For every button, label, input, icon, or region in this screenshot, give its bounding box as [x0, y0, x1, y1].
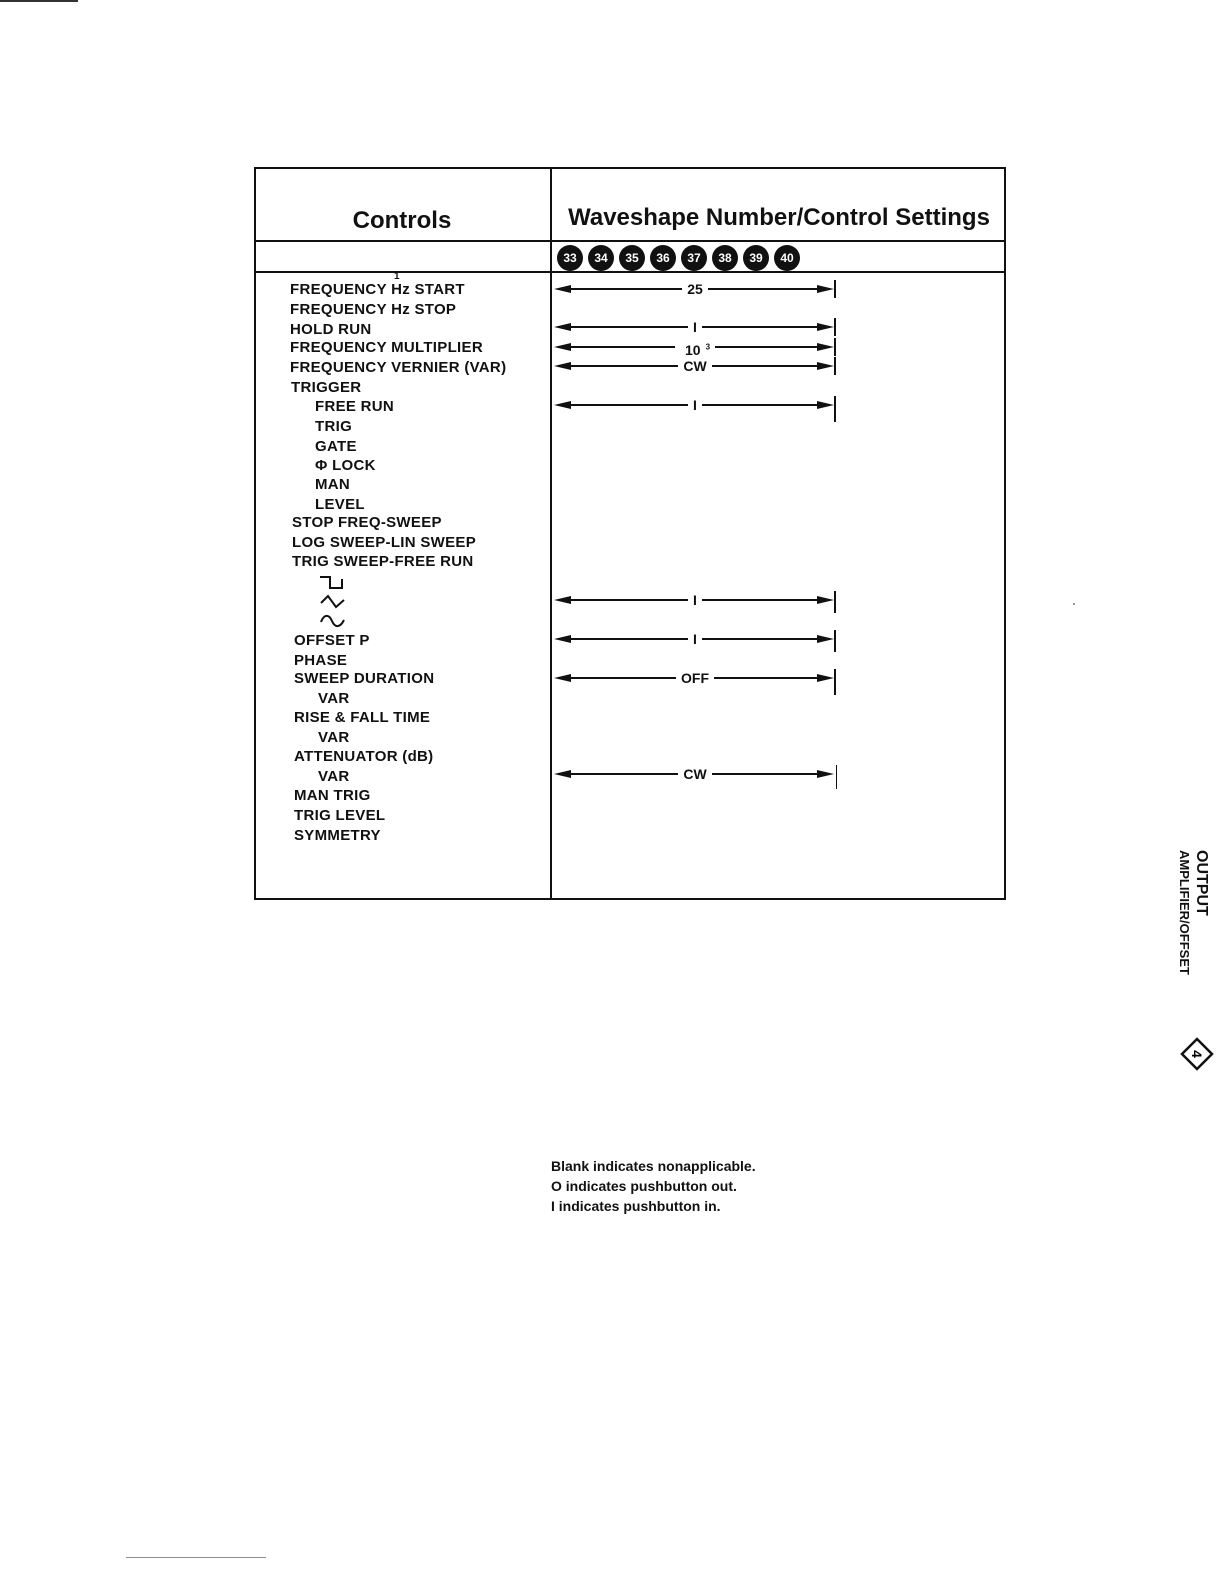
control-offset: OFFSET P — [294, 632, 370, 649]
waveshape-number-34: 34 — [588, 245, 614, 271]
setting-frequency-vernier — [553, 357, 837, 375]
setting-hold-run — [553, 318, 837, 336]
setting-offset-value: I — [688, 631, 702, 647]
control-man-trig: MAN TRIG — [294, 787, 371, 804]
control-attenuator: ATTENUATOR (dB) — [294, 748, 434, 765]
section-side-tab — [1176, 850, 1210, 1010]
control-level: LEVEL — [315, 496, 365, 513]
side-tab-line-1: OUTPUT — [1193, 850, 1210, 916]
setting-attenuator-var-value: CW — [678, 766, 711, 782]
square-wave-icon — [318, 573, 350, 591]
controls-header: Controls — [352, 207, 452, 234]
waveshape-number-36: 36 — [650, 245, 676, 271]
number-row-divider — [254, 271, 1006, 273]
frequency-superscript: 1 — [394, 271, 400, 282]
waveshape-number-33: 33 — [557, 245, 583, 271]
section-badge-icon — [1180, 1037, 1214, 1071]
waveshape-number-38: 38 — [712, 245, 738, 271]
column-divider — [550, 167, 552, 900]
control-rise-fall-time: RISE & FALL TIME — [294, 709, 431, 726]
control-sweep-duration-var: VAR — [318, 690, 350, 707]
setting-frequency-start-value: 25 — [682, 281, 708, 297]
control-trig-level: TRIG LEVEL — [294, 807, 386, 824]
legend-blank: Blank indicates nonapplicable. — [551, 1158, 756, 1174]
control-phase-lock: Φ LOCK — [315, 457, 376, 474]
setting-multiplier-exponent: 3 — [705, 342, 711, 351]
setting-free-run-value: I — [688, 397, 702, 413]
speck — [1073, 603, 1075, 605]
control-trigger: TRIGGER — [291, 379, 362, 396]
setting-sweep-duration — [553, 669, 837, 687]
waveshape-number-35: 35 — [619, 245, 645, 271]
control-trig-sweep-free-run: TRIG SWEEP-FREE RUN — [292, 553, 474, 570]
setting-free-run — [553, 396, 837, 414]
setting-hold-run-value: I — [688, 319, 702, 335]
setting-sweep-duration-value: OFF — [676, 670, 714, 686]
control-symmetry: SYMMETRY — [294, 827, 381, 844]
setting-vernier-value: CW — [678, 358, 711, 374]
waveshape-number-37: 37 — [681, 245, 707, 271]
legend-in: I indicates pushbutton in. — [551, 1198, 721, 1214]
control-free-run: FREE RUN — [315, 398, 395, 415]
side-tab-line-2: AMPLIFIER/OFFSET — [1177, 850, 1192, 975]
triangle-wave-icon — [318, 593, 350, 611]
top-rule — [0, 0, 78, 2]
control-hold-run: HOLD RUN — [290, 321, 372, 338]
sine-wave-icon — [318, 612, 350, 630]
settings-header: Waveshape Number/Control Settings — [568, 204, 990, 231]
control-phase: PHASE — [294, 652, 348, 669]
control-gate: GATE — [315, 438, 357, 455]
waveshape-number-40: 40 — [774, 245, 800, 271]
control-man: MAN — [315, 476, 351, 493]
control-log-lin-sweep: LOG SWEEP-LIN SWEEP — [292, 534, 477, 551]
control-frequency-start: FREQUENCY Hz START — [290, 281, 465, 298]
setting-frequency-start — [553, 280, 837, 298]
setting-attenuator-var — [553, 765, 837, 783]
waveshape-number-row — [557, 245, 800, 271]
legend-out: O indicates pushbutton out. — [551, 1178, 737, 1194]
control-frequency-vernier: FREQUENCY VERNIER (VAR) — [290, 359, 507, 376]
section-badge-number: 4 — [1189, 1050, 1205, 1058]
header-divider — [254, 240, 1006, 242]
setting-triangle-value: I — [688, 592, 702, 608]
control-trig: TRIG — [315, 418, 353, 435]
control-rise-fall-var: VAR — [318, 729, 350, 746]
bottom-rule — [126, 1557, 266, 1558]
setting-multiplier-value: 10 — [680, 342, 706, 358]
control-stop-freq-sweep: STOP FREQ-SWEEP — [292, 514, 442, 531]
setting-frequency-multiplier — [553, 338, 837, 356]
setting-triangle-function — [553, 591, 837, 609]
control-frequency-multiplier: FREQUENCY MULTIPLIER — [290, 339, 483, 356]
waveshape-number-39: 39 — [743, 245, 769, 271]
control-attenuator-var: VAR — [318, 768, 350, 785]
control-sweep-duration: SWEEP DURATION — [294, 670, 435, 687]
control-frequency-stop: FREQUENCY Hz STOP — [290, 301, 457, 318]
setting-offset — [553, 630, 837, 648]
